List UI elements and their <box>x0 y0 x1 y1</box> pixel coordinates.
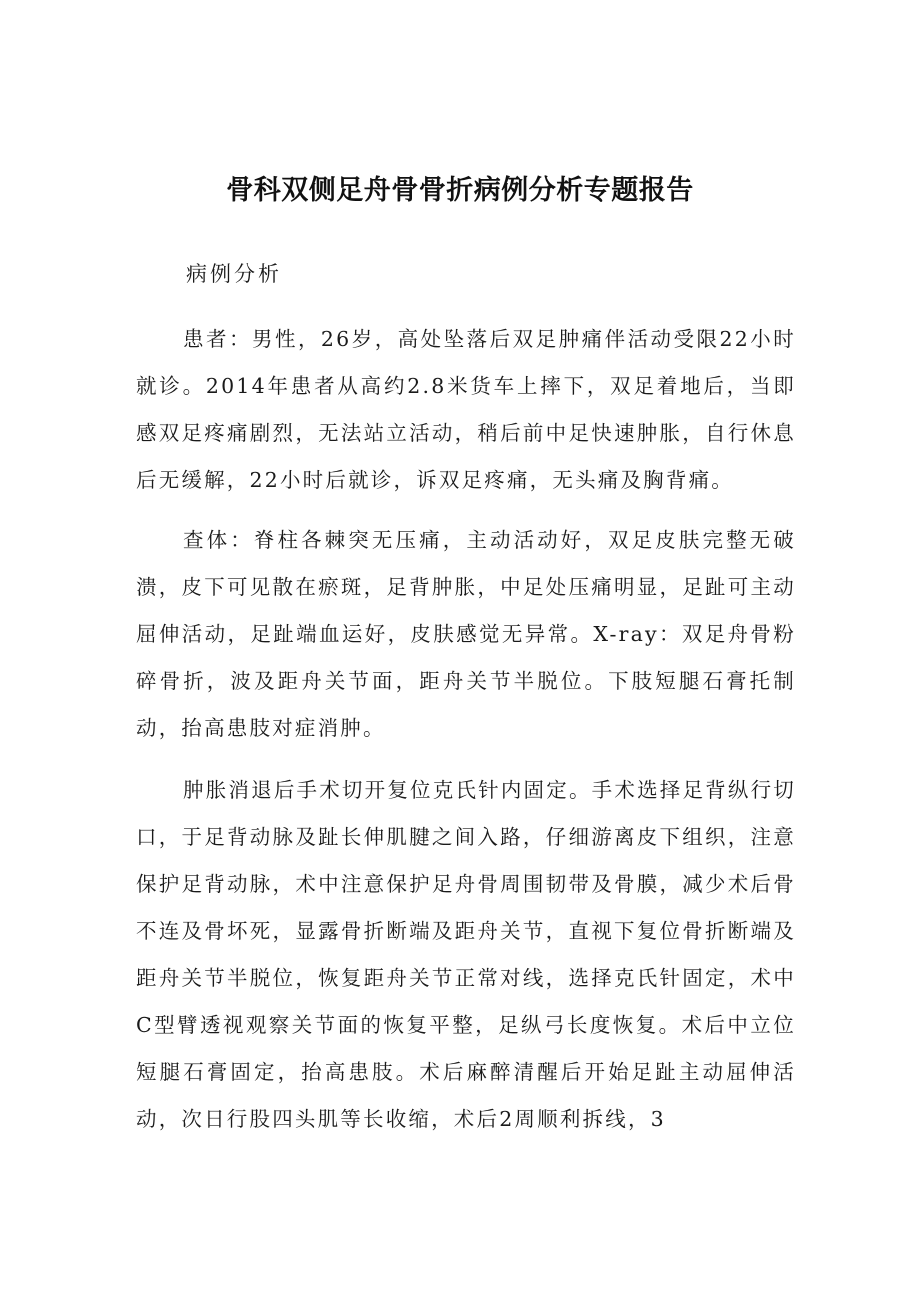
document-title: 骨科双侧足舟骨骨折病例分析专题报告 <box>226 175 694 206</box>
paragraph-physical-exam: 查体：脊柱各棘突无压痛，主动活动好，双足皮肤完整无破溃，皮下可见散在瘀斑，足背肿胀，中足处压痛明显，足趾可主动屈伸活动，足趾端血运好，皮肤感觉无异常。X-ray：双足舟骨粉碎骨折，波及距舟关节面，距舟关节半脱位。下肢短腿石膏托制动，抬高患肢对症消肿。 <box>136 528 796 740</box>
paragraph-patient-history: 患者：男性，26岁，高处坠落后双足肿痛伴活动受限22小时就诊。2014年患者从高约2.8米货车上摔下，双足着地后，当即感双足疼痛剧烈，无法站立活动，稍后前中足快速肿胀，自行休息后无缓解，22小时后就诊，诉双足疼痛，无头痛及胸背痛。 <box>136 327 796 492</box>
section-heading: 病例分析 <box>186 262 282 286</box>
paragraph-surgery: 肿胀消退后手术切开复位克氏针内固定。手术选择足背纵行切口，于足背动脉及趾长伸肌腱之间入路，仔细游离皮下组织，注意保护足背动脉，术中注意保护足舟骨周围韧带及骨膜，减少术后骨不连及骨坏死，显露骨折断端及距舟关节，直视下复位骨折断端及距舟关节半脱位，恢复距舟关节正常对线，选择克氏针固定，术中C型臂透视观察关节面的恢复平整，足纵弓长度恢复。术后中立位短腿石膏固定，抬高患肢。术后麻醉清醒后开始足趾主动屈伸活动，次日行股四头肌等长收缩，术后2周顺利拆线，3 <box>136 778 796 1131</box>
